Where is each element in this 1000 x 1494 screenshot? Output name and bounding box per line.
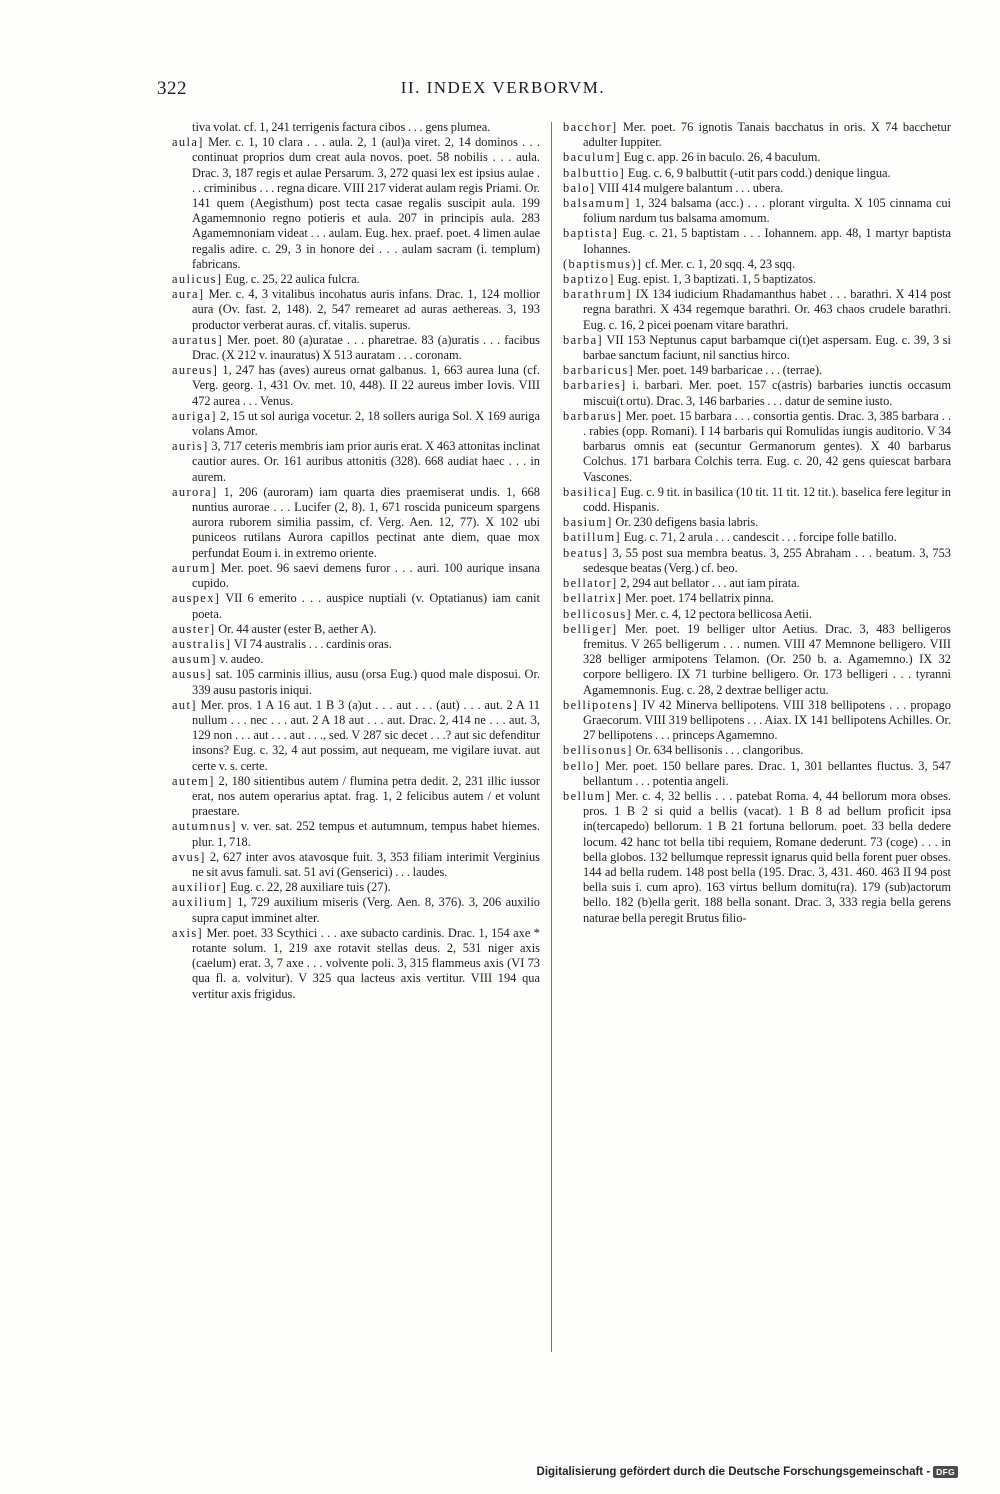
entry-text: Eug. c. 71, 2 arula . . . candescit . . . forcipe folle batillo. (623, 530, 897, 545)
right-column (563, 120, 951, 1352)
index-entry (563, 196, 951, 226)
entry-lemma: beatus] (563, 545, 609, 560)
entry-lemma: aurum] (172, 560, 217, 575)
entry-text: 1, 206 (auroram) iam quarta dies praemiserat undis. 1, 668 nuntius aurorae . . . Lucifer (2, 8). 1, 671 roscida puniceum spargens aurora ruborem similia passim, cf. Verg. Aen. 12, 77). X 102 ubi puniceos rutilans Aurora capillos pectinat ante diem, quae mox perfundat Eoum i. in extremo oriente. (192, 484, 540, 560)
entry-lemma: baculum] (563, 150, 621, 165)
entry-text: Mer. poet. 150 bellare pares. Drac. 1, 301 bellantes fluctus. 3, 547 bellantum . . . potentia angeli. (583, 758, 951, 788)
footer-credit-text: Digitalisierung gefördert durch die Deutsche Forschungsgemeinschaft - (536, 1466, 931, 1478)
entry-text: Eug. c. 25, 22 aulica fulcra. (225, 272, 360, 287)
entry-lemma: aut] (172, 697, 197, 712)
entry-lemma: belliger] (563, 621, 618, 636)
index-entry (563, 181, 951, 196)
index-entry (172, 409, 540, 439)
index-entry (563, 607, 951, 622)
entry-text: Eug. epist. 1, 3 baptizati. 1, 5 baptizatos. (617, 272, 817, 287)
entry-text: Eug. c. 9 tit. in basilica (10 tit. 11 tit. 12 tit.). baselica fere legitur in codd. Hispanis. (583, 484, 951, 515)
entry-lemma: auster] (172, 621, 216, 636)
index-entry (563, 226, 951, 256)
index-entry (563, 743, 951, 758)
entry-text: Eug. c. 22, 28 auxiliare tuis (27). (229, 880, 391, 895)
entry-lemma: aurora] (172, 484, 218, 499)
index-entry (172, 698, 540, 774)
index-entry (563, 166, 951, 181)
entry-text: VIII 414 mulgere balantum . . . ubera. (597, 180, 784, 195)
entry-text: v. audeo. (219, 652, 264, 667)
entry-lemma: balo] (563, 180, 596, 195)
running-title: II. INDEX VERBORVM. (400, 78, 606, 97)
index-entry (172, 363, 540, 409)
footer-credit (537, 1466, 958, 1478)
entry-text: Mer. c. 1, 10 clara . . . aula. 2, 1 (aul)a viret. 2, 14 dominos . . . continuat proprios dum creat aula novos. poet. 58 nobilis . . . aula. Drac. 3, 187 regis et aulae Persarum. 3, 272 quasi lex est ipsius aulae . . . criminibus . . . regna dicare. VIII 217 viderat aulam regis Priami. Or. 141 quem (Aegisthum) post tecta casae regalis suscipit aula. 199 Agamemnonio regno potieris et aula. 207 in principis aula. 283 Agamemnoniam videat . . . aulam. Eug. hex. praef. poet. 4 limen aulae regalis adire. c. 29, 3 in honore dei . . . aulam sacram (i. templum) fabricans. (192, 135, 540, 271)
entry-lemma: barbaries] (563, 378, 627, 393)
index-entry (172, 272, 540, 287)
entry-text: Or. 634 bellisonis . . . clangoribus. (635, 743, 804, 758)
index-entry (172, 561, 540, 591)
entry-lemma: axis] (172, 925, 204, 940)
index-entry (172, 652, 540, 667)
column-divider (551, 122, 552, 1352)
entry-lemma: autem] (172, 773, 215, 788)
dfg-logo-icon: DFG (933, 1466, 958, 1478)
entry-text: VII 153 Neptunus caput barbamque ci(t)et aspersam. Eug. c. 39, 3 si barbae sanctum faciunt, nil sanctius hirco. (583, 332, 951, 363)
entry-text: 1, 324 balsama (acc.) . . . plorant virgulta. X 105 cinnama cui folium nardum tus balsama amomum. (583, 196, 951, 226)
entry-lemma: auxilium] (172, 895, 233, 910)
entry-text: Eug c. app. 26 in baculo. 26, 4 baculum. (623, 150, 821, 165)
entry-lemma: aureus] (172, 363, 219, 378)
entry-text: 2, 627 inter avos atavosque fuit. 3, 353 filiam interimit Verginius ne sit avus famuli. sat. 51 avi (Genserici) . . . laudes. (192, 849, 540, 879)
index-entry (563, 272, 951, 287)
entry-text: VII 6 emerito . . . auspice nuptiali (v. Optatianus) iam canit poeta. (192, 591, 540, 621)
entry-text: Mer. poet. 80 (a)uratae . . . pharetrae. 83 (a)uratis . . . facibus Drac. (X 212 v. inauratus) X 513 auratam . . . coronam. (192, 332, 540, 363)
entry-text: Mer. poet. 96 saevi demens furor . . . auri. 100 aurique insana cupido. (192, 560, 540, 591)
index-entry (563, 546, 951, 576)
index-entry (172, 819, 540, 849)
entry-lemma: autumnus] (172, 819, 237, 834)
entry-lemma: balsamum] (563, 196, 631, 211)
entry-text: Eug. c. 6, 9 balbuttit (-utit pars codd.) denique lingua. (627, 165, 891, 180)
entry-lemma: aura] (172, 287, 205, 302)
index-entry (563, 150, 951, 165)
index-entry (172, 591, 540, 621)
entry-lemma: barba] (563, 332, 604, 347)
index-entry (172, 667, 540, 697)
entry-lemma: auxilior] (172, 880, 228, 895)
entry-text: 2, 15 ut sol auriga vocetur. 2, 18 sollers auriga Sol. X 169 auriga volans Amor. (192, 408, 540, 439)
entry-lemma: (baptismus)] (563, 256, 643, 271)
index-entry (563, 409, 951, 485)
entry-text: sat. 105 carminis illius, ausu (orsa Eug.) quod male disposui. Or. 339 ausu pastoris iniqui. (192, 667, 540, 697)
entry-text: 2, 180 sitientibus autem / flumina petra dedit. 2, 231 illic iussor erat, nos autem operarius aptat. frag. 1, 2 felicibus autem / et volunt praestare. (192, 773, 540, 819)
entry-text: Mer. c. 4, 12 pectora bellicosa Aetii. (634, 606, 813, 621)
entry-text: 3, 717 ceteris membris iam prior auris erat. X 463 attonitas inclinat cautior aures. Or. 161 auribus attonitis (328). 668 audiat haec . . . in aurem. (192, 439, 540, 484)
entry-lemma: auris] (172, 439, 209, 454)
entry-text: IV 42 Minerva bellipotens. VIII 318 bellipotens . . . propago Graecorum. VIII 319 bellipotens . . . Aiax. IX 141 bellipotens Achilles. Or. 27 bellipotens . . . princeps Agamemno. (583, 697, 951, 743)
entry-text: cf. Mer. c. 1, 20 sqq. 4, 23 sqq. (645, 256, 796, 271)
entry-text: Or. 230 defigens basia labris. (615, 515, 759, 530)
entry-text: Mer. pros. 1 A 16 aut. 1 B 3 (a)ut . . . aut . . . (aut) . . . aut. 2 A 11 nullum . . . nec . . . aut. 2 A 18 aut . . . aut. Drac. 2, 414 ne . . . aut. 3, 129 non . . . aut . . . aut . . ., sed. V 287 sic decet . . .? aut sic defenditur insons? Eug. c. 32, 4 aut possim, aut nequeam, me vigilare iuvat. aut certe v. s. certe. (192, 697, 540, 773)
entry-lemma: bellum] (563, 788, 612, 803)
left-column (172, 120, 540, 1352)
entry-text: Mer. poet. 15 barbara . . . consortia gentis. Drac. 3, 385 barbara . . . rabies (opp. Romani). I 14 barbaris qui Romulidas iungis auditorio. V 34 barbarus omnis eat (secuntur Germanorum gentes). X 40 barbarus Colchus. 171 barbara Colchis terra. Eug. c. 20, 42 gens quiescat barbara Vascones. (583, 408, 951, 484)
entry-lemma: ausus] (172, 667, 213, 682)
index-entry (172, 926, 540, 1002)
entry-text: Mer. poet. 76 ignotis Tanais bacchatus in oris. X 74 bacchetur adulter Iuppiter. (583, 120, 951, 150)
entry-lemma: bellipotens] (563, 697, 639, 712)
index-entry (172, 485, 540, 561)
index-entry (172, 439, 540, 485)
index-entry (172, 287, 540, 333)
entry-text: 1, 247 has (aves) aureus ornat galbanus. 1, 663 aurea luna (cf. Verg. georg. 1, 431 Ov. met. 10, 448). II 22 aureus imber Iovis. VIII 472 aurea . . . Venus. (192, 363, 540, 408)
index-entry (172, 333, 540, 363)
entry-lemma: basium] (563, 515, 613, 530)
entry-text: Or. 44 auster (ester B, aether A). (218, 621, 377, 636)
entry-lemma: auriga] (172, 408, 217, 423)
entry-text: IX 134 iudicium Rhadamanthus habet . . . barathri. X 414 post regna barathri. X 434 regemque barathri. Or. 463 chaos crudele barathri. Eug. c. 16, 2 picei poenam vitare barathri. (583, 287, 951, 332)
index-entry (563, 485, 951, 515)
index-entry (563, 591, 951, 606)
entry-lemma: bellisonus] (563, 743, 633, 758)
entry-lemma: bellator] (563, 576, 618, 591)
index-entry (172, 880, 540, 895)
index-entry (172, 120, 540, 135)
entry-lemma: baptizo] (563, 272, 615, 287)
entry-lemma: ausum] (172, 652, 217, 667)
entry-lemma: batillum] (563, 530, 622, 545)
index-entry (172, 135, 540, 272)
entry-lemma: barathrum] (563, 287, 633, 302)
index-entry (563, 378, 951, 408)
entry-lemma: aulicus] (172, 272, 223, 287)
index-entry (563, 120, 951, 150)
index-entry (563, 257, 951, 272)
index-entry (172, 637, 540, 652)
entry-text: Mer. poet. 19 belliger ultor Aetius. Drac. 3, 483 belligeros fremitus. V 265 belligerum . . . numen. VIII 47 Memnone belligero. VIII 328 belliger armipotens Telamon. (Or. 250 b. a. Agamemno.) IX 32 corpore belligero. IX 71 turbine belligero. Or. 173 belligeri . . . tyranni Agamemnonis. Eug. c. 28, 2 dextrae belliger actu. (583, 621, 951, 697)
index-entry (172, 622, 540, 637)
entry-text: v. ver. sat. 252 tempus et autumnum, tempus habet hiemes. plur. 1, 718. (192, 819, 540, 849)
index-entry (563, 789, 951, 926)
entry-lemma: aula] (172, 135, 204, 150)
entry-lemma: balbuttio] (563, 165, 626, 180)
entry-text: VI 74 australis . . . cardinis oras. (233, 636, 392, 651)
entry-lemma: bellicosus] (563, 606, 633, 621)
entry-lemma: baptista] (563, 226, 619, 241)
entry-text: 3, 55 post sua membra beatus. 3, 255 Abraham . . . beatum. 3, 753 sedesque beatas (Verg.) cf. beo. (583, 545, 951, 575)
entry-lemma: barbaricus] (563, 363, 635, 378)
index-entry (563, 576, 951, 591)
index-entry (563, 530, 951, 545)
index-entry (563, 759, 951, 789)
page-number: 322 (157, 78, 187, 99)
index-entry (563, 287, 951, 333)
entry-text: 2, 294 aut bellator . . . aut iam pirata. (620, 576, 800, 591)
index-entry (563, 515, 951, 530)
entry-text: Eug. c. 21, 5 baptistam . . . Iohannem. app. 48, 1 martyr baptista Iohannes. (583, 226, 951, 256)
entry-text: tiva volat. cf. 1, 241 terrigenis factura cibos . . . gens plumea. (192, 120, 491, 134)
entry-lemma: bellatrix] (563, 591, 623, 606)
entry-text: Mer. c. 4, 32 bellis . . . patebat Roma. 4, 44 bellorum mora obses. pros. 1 B 2 si quid a bellis (vacat). 1 B 8 ad bellum proficit ipsa in(tercapedo) bellorum. 1 B 21 fortuna bellorum. poet. 33 bella dedere locum. 42 hanc tot bella tibi requiem, Romane dederunt. 73 (coge) . . . in bella globos. 132 bellumque repressit ignarus quid bella forent puer obses. 144 ad bella rudem. 148 post bella (195. Drac. 3, 431. 460. 463 II 94 post bella suis i. cum apro). 163 virtus bellum domitu(ra). 179 (sub)actorum bello. 182 (b)ella gerit. 188 bella sonant. Drac. 3, 333 regia bella gerens naturae bella peregit Brutus filio- (583, 788, 951, 925)
entry-lemma: auspex] (172, 591, 221, 606)
index-entry (563, 333, 951, 363)
index-entry (563, 363, 951, 378)
entry-text: 1, 729 auxilium miseris (Verg. Aen. 8, 376). 3, 206 auxilio supra caput imminet alter. (192, 895, 540, 925)
entry-lemma: barbarus] (563, 408, 623, 423)
index-entry (172, 850, 540, 880)
entry-lemma: avus] (172, 849, 206, 864)
entry-text: Mer. poet. 174 bellatrix pinna. (625, 591, 774, 606)
entry-lemma: australis] (172, 636, 232, 651)
index-entry (563, 622, 951, 698)
entry-text: i. barbari. Mer. poet. 157 c(astris) barbaries iunctis occasum miscui(t ortu). Drac. 3, 146 barbaries . . . datur de semine iusto. (583, 378, 951, 408)
entry-lemma: auratus] (172, 332, 224, 347)
entry-text: Mer. poet. 33 Scythici . . . axe subacto cardinis. Drac. 1, 154 axe * rotante solum. 1, 219 axe rotavit stellas deus. 2, 531 niger axis (caelum) erat. 3, 7 axe . . . volvente poli. 3, 315 flammeus axis (VI 73 qua fl. a. volvitur). V 325 qua lacteus axis vertitur. VIII 194 qua vertitur axis frigidus. (192, 925, 540, 1001)
entry-text: Mer. c. 4, 3 vitalibus incohatus auris infans. Drac. 1, 124 mollior aura (Ov. fast. 2, 148). 2, 547 remearet ad auras aethereas. 3, 193 productor verberat auras. cf. vitalis. superus. (192, 287, 540, 332)
page-header (157, 78, 849, 102)
index-entry (172, 895, 540, 925)
entry-lemma: bacchor] (563, 120, 618, 134)
index-entry (172, 774, 540, 820)
entry-lemma: bello] (563, 758, 601, 773)
index-entry (563, 698, 951, 744)
entry-text: Mer. poet. 149 barbaricae . . . (terrae). (636, 363, 823, 378)
entry-lemma: basilica] (563, 484, 618, 499)
